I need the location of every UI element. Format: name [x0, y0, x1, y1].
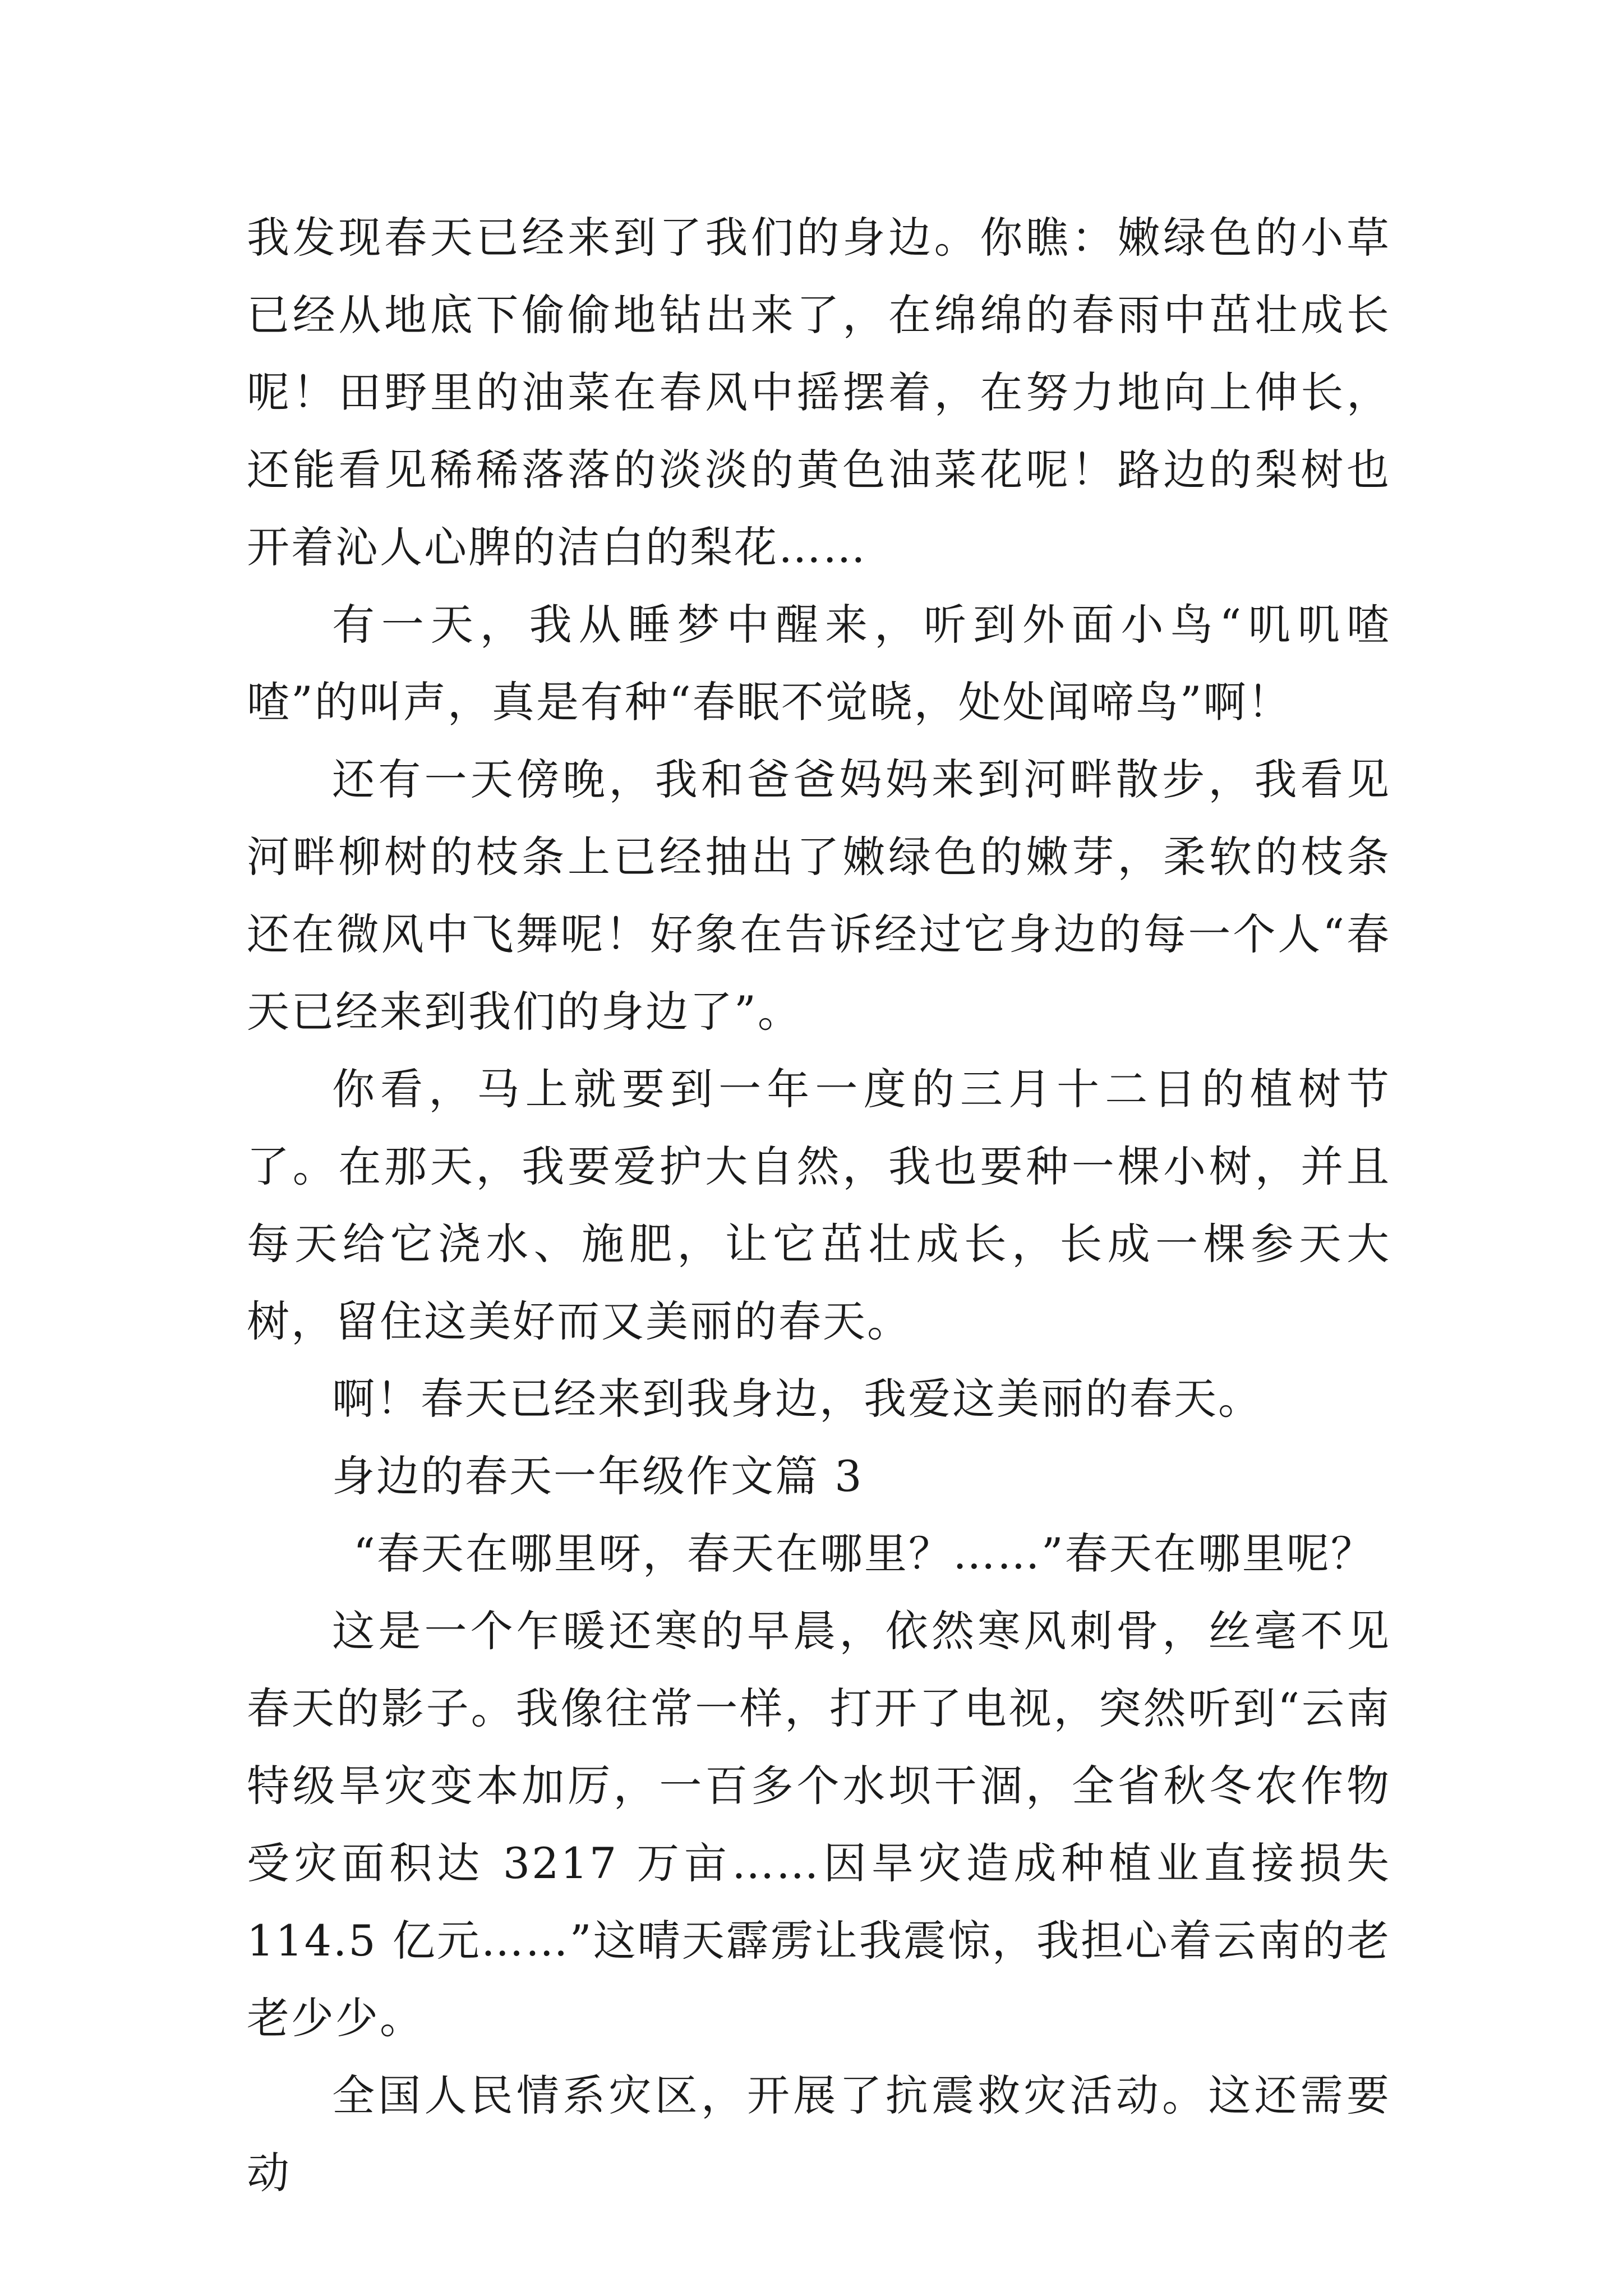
paragraph-spring-discovery: 我发现春天已经来到了我们的身边。你瞧：嫩绿色的小草已经从地底下偷偷地钻出来了，在绵绵的春雨中茁壮成长呢！田野里的油菜在春风中摇摆着，在努力地向上伸长，还能看见稀稀落落的淡淡的黄色油菜花呢！路边的梨树也开着沁人心脾的洁白的梨花……	[247, 213, 1391, 572]
paragraph-nation-relief: 全国人民情系灾区，开展了抗震救灾活动。这还需要动	[247, 2070, 1391, 2198]
paragraph-yunnan-drought: 这是一个乍暖还寒的早晨，依然寒风刺骨，丝毫不见春天的影子。我像往常一样，打开了电视，突然听到“云南特级旱灾变本加厉，一百多个水坝干涸，全省秋冬农作物受灾面积达 3217 万亩……因旱灾造成种植业直接损失 114.5 亿元……”这晴天霹雳让我震惊，我担心着云南的老老少少。	[247, 1606, 1391, 2043]
paragraph-love-spring: 啊！春天已经来到我身边，我爱这美丽的春天。	[332, 1374, 1262, 1424]
paragraph-riverside-willows: 还有一天傍晚，我和爸爸妈妈来到河畔散步，我看见河畔柳树的枝条上已经抽出了嫩绿色的嫩芽，柔软的枝条还在微风中飞舞呢！好象在告诉经过它身边的每一个人“春天已经来到我们的身边了”。	[247, 754, 1391, 1037]
paragraph-arbor-day: 你看，马上就要到一年一度的三月十二日的植树节了。在那天，我要爱护大自然，我也要种一棵小树，并且每天给它浇水、施肥，让它茁壮成长，长成一棵参天大树，留住这美好而又美丽的春天。	[247, 1064, 1391, 1346]
essay-heading: 身边的春天一年级作文篇 3	[332, 1451, 864, 1501]
paragraph-birds-waking: 有一天，我从睡梦中醒来，听到外面小鸟“叽叽喳喳”的叫声，真是有种“春眠不觉晓，处处闻啼鸟”啊！	[247, 600, 1391, 727]
document-body	[247, 199, 1391, 2212]
song-quote-line: “春天在哪里呀，春天在哪里？……”春天在哪里呢？	[353, 1529, 1375, 1579]
